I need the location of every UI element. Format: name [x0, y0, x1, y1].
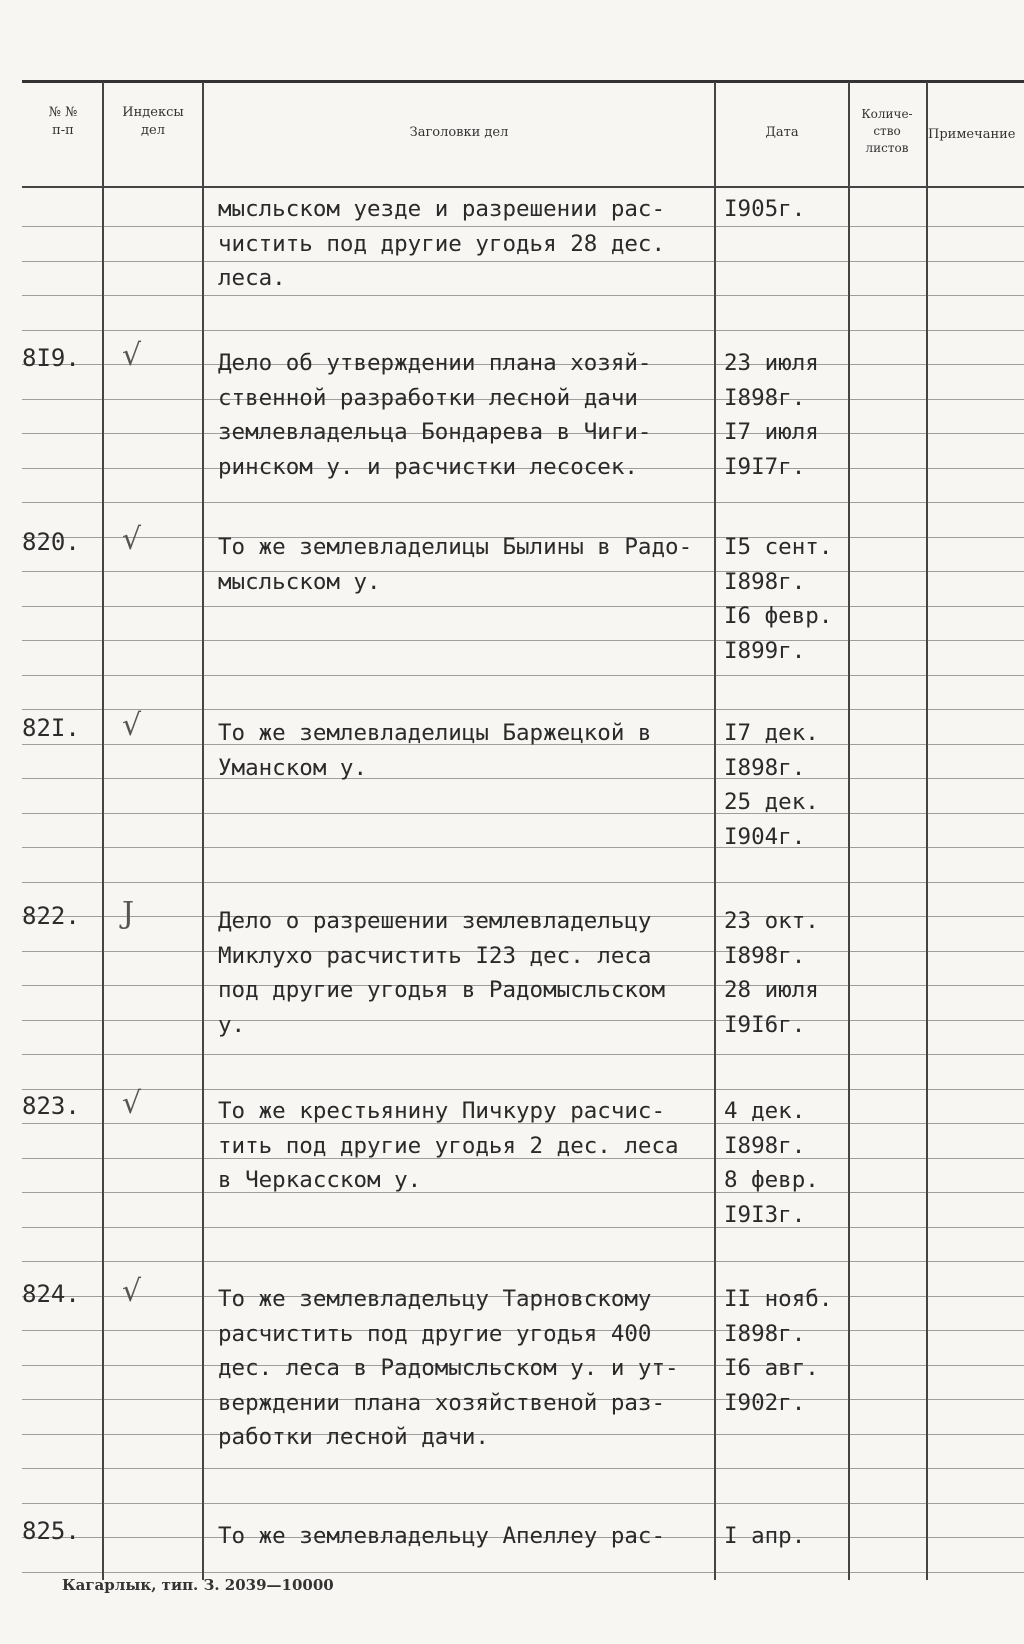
entry-number: 824.: [22, 1280, 80, 1308]
column-divider: [926, 82, 928, 1580]
header-col-title: Заголовки дел: [409, 125, 509, 140]
entry-dates: [724, 530, 832, 668]
entry-title-line: То же землевладельцу Апеллеу рас-: [218, 1523, 666, 1549]
entry-date-line: I902г.: [724, 1389, 806, 1416]
column-divider: [202, 82, 204, 1580]
ruled-line: [22, 606, 1024, 607]
entry-date-line: II нояб.: [724, 1286, 833, 1312]
ruled-line: [22, 1468, 1024, 1469]
ruled-line: [22, 1054, 1024, 1055]
entry-date-line: I6 авг.: [724, 1355, 819, 1381]
ruled-line: [22, 640, 1024, 641]
entry-title: [218, 1282, 679, 1455]
ruled-line: [22, 1089, 1024, 1090]
entry-title: [218, 346, 651, 484]
entry-title-line: в Черкасском у.: [218, 1167, 422, 1193]
entry-title: [218, 1094, 679, 1198]
entry-date-line: I7 дек.: [724, 720, 819, 746]
ruled-line: [22, 1572, 1024, 1573]
entry-number: 8I9.: [22, 344, 80, 372]
column-divider: [714, 82, 716, 1580]
entry-title-line: расчистить под другие угодья 400: [218, 1320, 652, 1347]
ruled-line: [22, 813, 1024, 814]
entry-dates: [724, 716, 819, 854]
entry-date-line: 4 дек.: [724, 1098, 806, 1124]
entry-title-line: работки лесной дачи.: [218, 1424, 489, 1450]
entry-date-line: I904г.: [724, 823, 806, 850]
ruled-line: [22, 1261, 1024, 1262]
entry-title-line: чистить под другие угодья 28 дес.: [218, 230, 666, 257]
entry-title-line: Уманском у.: [218, 754, 368, 781]
entry-title-line: под другие угодья в Радомысльском: [218, 977, 666, 1003]
entry-title-line: леса.: [218, 265, 286, 291]
column-divider: [848, 82, 850, 1580]
entry-number: 82I.: [22, 714, 80, 742]
ruled-line: [22, 502, 1024, 503]
entry-number: 825.: [22, 1517, 80, 1545]
entry-date-line: I905г.: [724, 196, 806, 222]
entry-date-line: I апр.: [724, 1523, 806, 1549]
ruled-line: [22, 1227, 1024, 1228]
entry-title: [218, 530, 692, 599]
entry-date-line: I9I6г.: [724, 1011, 806, 1038]
entry-title-line: То же крестьянину Пичкуру расчис-: [218, 1098, 666, 1124]
entry-title: [218, 904, 665, 1042]
entry-date-line: I898г.: [724, 1320, 806, 1347]
header-bottom-rule: [22, 186, 1024, 188]
entry-title-line: землевладельца Бондарева в Чиги-: [218, 419, 652, 445]
entry-date-line: I898г.: [724, 568, 806, 595]
entry-date-line: I899г.: [724, 637, 806, 664]
entry-number: 823.: [22, 1092, 80, 1120]
entry-date-line: 23 июля: [724, 350, 819, 376]
entry-dates: [724, 1282, 832, 1420]
entry-title: [218, 716, 651, 785]
entry-date-line: I898г.: [724, 384, 806, 411]
entry-title-line: Дело о разрешении землевладельцу: [218, 908, 652, 934]
check-mark-icon: J: [122, 896, 135, 931]
header-col-date: Дата: [765, 125, 799, 140]
entry-title-line: ринском у. и расчистки лесосек.: [218, 453, 638, 480]
ruled-line: [22, 847, 1024, 848]
entry-date-line: 8 февр.: [724, 1167, 819, 1193]
entry-title: [218, 1519, 665, 1554]
entry-date-line: 25 дек.: [724, 789, 819, 815]
entry-title-line: верждении плана хозяйственой раз-: [218, 1389, 666, 1416]
entry-title-line: Дело об утверждении плана хозяй-: [218, 350, 652, 376]
header-col-sheets: Количе- ство листов: [861, 107, 913, 155]
entry-title-line: дес. леса в Радомысльском у. и ут-: [218, 1355, 679, 1381]
entry-title-line: То же землевладельцу Тарновскому: [218, 1286, 652, 1312]
entry-date-line: I898г.: [724, 754, 806, 781]
check-mark-icon: √: [122, 1274, 142, 1309]
entry-date-line: 23 окт.: [724, 908, 819, 934]
table-top-rule: [22, 80, 1024, 83]
entry-number: 822.: [22, 902, 80, 930]
entry-title-line: тить под другие угодья 2 дес. леса: [218, 1132, 679, 1159]
printer-imprint: Кагарлык, тип. З. 2039—10000: [62, 1576, 334, 1594]
entry-title-line: Миклухо расчистить I23 дес. леса: [218, 942, 652, 969]
entry-title-line: мысльском уезде и разрешении рас-: [218, 196, 666, 222]
ruled-line: [22, 1503, 1024, 1504]
column-divider: [102, 82, 104, 1580]
entry-date-line: I7 июля: [724, 419, 819, 445]
entry-dates: [724, 192, 805, 227]
entry-date-line: I898г.: [724, 1132, 806, 1159]
entry-dates: [724, 1094, 819, 1232]
entry-title-line: ственной разработки лесной дачи: [218, 384, 638, 411]
ruled-line: [22, 675, 1024, 676]
entry-date-line: I5 сент.: [724, 534, 833, 560]
check-mark-icon: √: [122, 1086, 142, 1121]
entry-title-line: у.: [218, 1011, 246, 1038]
entry-title-line: мысльском у.: [218, 568, 381, 595]
entry-dates: [724, 346, 819, 484]
ruled-line: [22, 709, 1024, 710]
ruled-line: [22, 330, 1024, 331]
entry-date-line: I9I7г.: [724, 453, 806, 480]
header-col-index: Индексы дел: [122, 105, 184, 138]
entry-date-line: 28 июля: [724, 977, 819, 1003]
entry-dates: [724, 904, 819, 1042]
entry-date-line: I9I3г.: [724, 1201, 806, 1228]
entry-title-line: То же землевладелицы Баржецкой в: [218, 720, 652, 746]
header-col-num: № № п-п: [48, 105, 78, 138]
check-mark-icon: √: [122, 708, 142, 743]
entry-date-line: I898г.: [724, 942, 806, 969]
entry-title-line: То же землевладелицы Былины в Радо-: [218, 534, 693, 560]
ruled-line: [22, 882, 1024, 883]
check-mark-icon: √: [122, 522, 142, 557]
header-col-note: Примечание: [928, 127, 1016, 142]
entry-number: 820.: [22, 528, 80, 556]
check-mark-icon: √: [122, 338, 142, 373]
entry-dates: [724, 1519, 805, 1554]
entry-date-line: I6 февр.: [724, 603, 833, 629]
entry-title: [218, 192, 665, 296]
